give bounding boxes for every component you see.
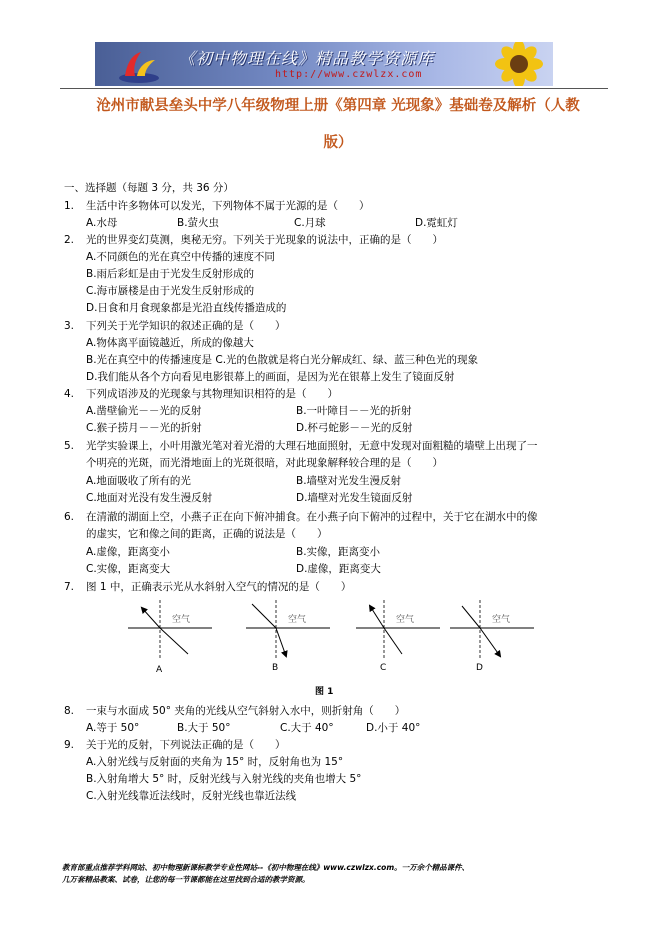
- question-text: 光的世界变幻莫测，奥秘无穷。下列关于光现象的说法中，正确的是（ ）: [86, 234, 443, 246]
- option: A.地面吸收了所有的光: [86, 475, 191, 487]
- header-banner: [95, 42, 553, 86]
- air-label: 空气: [288, 615, 307, 625]
- air-label: 空气: [396, 615, 415, 625]
- option: C.入射光线靠近法线时，反射光线也靠近法线: [86, 790, 297, 802]
- option: B.实像，距离变小: [296, 546, 381, 558]
- option: D.墙壁对光发生镜面反射: [296, 492, 413, 504]
- option: C.月球: [294, 217, 326, 229]
- question-text: 图 1 中，正确表示光从水斜射入空气的情况的是（ ）: [86, 581, 352, 593]
- document-title-line1: 沧州市献县垒头中学八年级物理上册《第四章 光现象》基础卷及解析（人教: [96, 98, 580, 114]
- question-number: 7.: [64, 581, 75, 593]
- option: C.猴子捞月－－光的折射: [86, 422, 202, 434]
- option: A.等于 50°: [86, 722, 140, 734]
- option: D.虚像，距离变大: [296, 563, 381, 575]
- banner-title: 《初中物理在线》精品教学资源库: [179, 49, 435, 68]
- question-number: 1.: [64, 200, 75, 212]
- option: A.物体离平面镜越近，所成的像越大: [86, 337, 254, 349]
- question-number: 9.: [64, 739, 75, 751]
- figure-panel-d: [450, 600, 534, 673]
- question-text: 下列成语涉及的光现象与其物理知识相符的是（ ）: [86, 388, 338, 400]
- option: B.入射角增大 5° 时，反射光线与入射光线的夹角也增大 5°: [86, 773, 362, 785]
- question-number: 8.: [64, 705, 75, 717]
- question-text: 关于光的反射，下列说法正确的是（ ）: [86, 739, 286, 751]
- option: D.日食和月食现象都是光沿直线传播造成的: [86, 302, 287, 314]
- option: B.光在真空中的传播速度是 C.光的色散就是将白光分解成红、绿、蓝三种色光的现象: [86, 354, 479, 366]
- option: C.海市蜃楼是由于光发生反射形成的: [86, 285, 255, 297]
- option: B.萤火虫: [177, 217, 220, 229]
- document-title-line2: 版）: [323, 135, 353, 151]
- question-number: 6.: [64, 511, 75, 523]
- question-number: 4.: [64, 388, 75, 400]
- panel-label: B: [272, 663, 279, 673]
- option: A.水母: [86, 217, 118, 229]
- option: B.一叶障目－－光的折射: [296, 405, 412, 417]
- question-text: 一束与水面成 50° 夹角的光线从空气斜射入水中，则折射角（ ）: [86, 705, 406, 717]
- sunflower-icon: [489, 42, 549, 86]
- question-text-continued: 个明亮的光斑，而光滑地面上的光斑很暗，对此现象解释较合理的是（ ）: [86, 457, 443, 469]
- option: A.不同颜色的光在真空中传播的速度不同: [86, 251, 275, 263]
- option: B.大于 50°: [177, 722, 231, 734]
- question-text-continued: 的虚实，它和像之间的距离，正确的说法是（ ）: [86, 528, 328, 540]
- figure-panel-c: [356, 600, 440, 673]
- question-text: 光学实验课上，小叶用激光笔对着光滑的大理石地面照射，无意中发现对面粗糙的墙壁上出现了一: [86, 440, 538, 452]
- option: D.小于 40°: [366, 722, 421, 734]
- option: B.雨后彩虹是由于光发生反射形成的: [86, 268, 255, 280]
- header-divider: [60, 88, 608, 89]
- footer-line1: 教育部重点推荐学科网站、初中物理新课标教学专业性网站--《初中物理在线》www.czwlzx.com。一万余个精品课件、: [62, 863, 470, 872]
- option: C.实像，距离变大: [86, 563, 171, 575]
- option: D.杯弓蛇影－－光的反射: [296, 422, 413, 434]
- option: A.入射光线与反射面的夹角为 15° 时，反射角也为 15°: [86, 756, 344, 768]
- question-number: 2.: [64, 234, 75, 246]
- banner-url[interactable]: http://www.czwlzx.com: [275, 69, 423, 80]
- option: C.地面对光没有发生漫反射: [86, 492, 213, 504]
- refraction-figure: [120, 598, 540, 680]
- option: A.凿壁偷光－－光的反射: [86, 405, 202, 417]
- section-heading: 一、选择题（每题 3 分，共 36 分）: [64, 182, 234, 194]
- air-label: 空气: [172, 615, 191, 625]
- panel-label: C: [380, 663, 387, 673]
- question-number: 5.: [64, 440, 75, 452]
- option: A.虚像，距离变小: [86, 546, 170, 558]
- option: D.霓虹灯: [415, 217, 458, 229]
- panel-label: D: [476, 663, 483, 673]
- figure-panel-b: [246, 600, 330, 673]
- option: B.墙壁对光发生漫反射: [296, 475, 402, 487]
- logo-icon: [117, 48, 161, 84]
- figure-panel-a: [128, 600, 212, 675]
- air-label: 空气: [492, 615, 511, 625]
- option: D.我们能从各个方向看见电影银幕上的画面，是因为光在银幕上发生了镜面反射: [86, 371, 455, 383]
- page-footer: [62, 862, 610, 886]
- option: C.大于 40°: [280, 722, 334, 734]
- footer-line2: 几万套精品教案、试卷，让您的每一节课都能在这里找到合适的教学资源。: [62, 875, 310, 884]
- question-text: 生活中许多物体可以发光，下列物体不属于光源的是（ ）: [86, 200, 370, 212]
- figure-caption: 图 1: [315, 687, 334, 697]
- question-number: 3.: [64, 320, 75, 332]
- panel-label: A: [156, 665, 163, 675]
- question-text: 下列关于光学知识的叙述正确的是（ ）: [86, 320, 286, 332]
- question-text: 在清澈的湖面上空，小燕子正在向下俯冲捕食。在小燕子向下俯冲的过程中，关于它在湖水中的像: [86, 511, 538, 523]
